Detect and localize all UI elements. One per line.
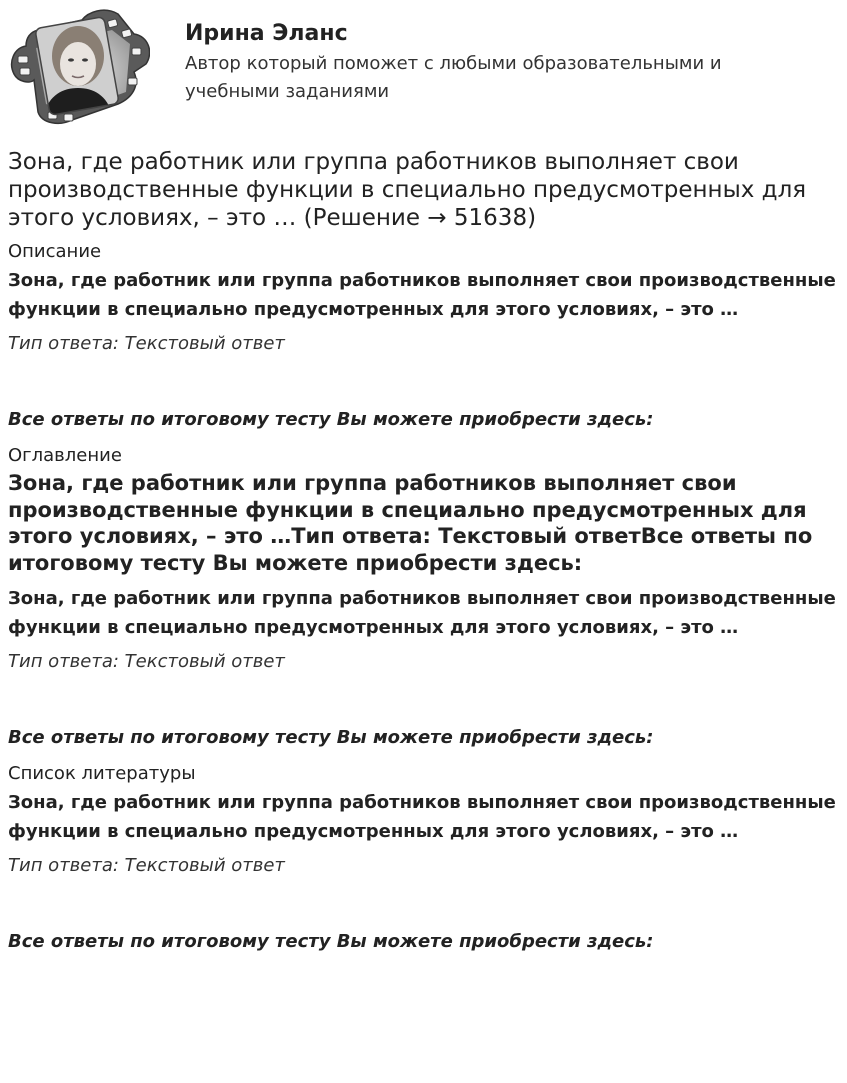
author-block bbox=[8, 8, 838, 128]
author-avatar[interactable] bbox=[8, 8, 150, 126]
literature-answer-type: Тип ответа: Текстовый ответ bbox=[8, 855, 285, 876]
toc-promo: Все ответы по итоговому тесту Вы можете приобрести здесь: bbox=[8, 727, 654, 748]
toc-answer-type: Тип ответа: Текстовый ответ bbox=[8, 651, 285, 672]
description-section bbox=[8, 240, 838, 432]
toc-label: Оглавление bbox=[8, 445, 122, 466]
literature-label: Список литературы bbox=[8, 763, 196, 784]
literature-section bbox=[8, 762, 838, 954]
literature-promo: Все ответы по итоговому тесту Вы можете приобрести здесь: bbox=[8, 931, 654, 952]
literature-question: Зона, где работник или группа работников выполняет свои производственные функции в специально предусмотренных для этого условиях, – это … bbox=[8, 792, 836, 842]
toc-question: Зона, где работник или группа работников выполняет свои производственные функции в специально предусмотренных для этого условиях, – это … bbox=[8, 588, 836, 638]
page-title: Зона, где работник или группа работников выполняет свои производственные функции в специально предусмотренных для этого условиях, – это … (Решение → 51638) bbox=[8, 149, 807, 231]
description-label: Описание bbox=[8, 241, 102, 262]
main-content bbox=[8, 148, 838, 966]
author-name[interactable]: Ирина Эланс bbox=[185, 21, 348, 46]
description-answer-type: Тип ответа: Текстовый ответ bbox=[8, 333, 285, 354]
author-description: Автор который поможет с любыми образовательными и учебными заданиями bbox=[185, 53, 722, 102]
toc-section bbox=[8, 444, 838, 750]
toc-heading: Зона, где работник или группа работников выполняет свои производственные функции в специально предусмотренных для этого условиях, – это …Тип ответа: Текстовый ответВсе ответы по итоговому тесту Вы можете приобрести здесь: bbox=[8, 471, 813, 575]
description-question: Зона, где работник или группа работников выполняет свои производственные функции в специально предусмотренных для этого условиях, – это … bbox=[8, 270, 836, 320]
description-promo: Все ответы по итоговому тесту Вы можете приобрести здесь: bbox=[8, 409, 654, 430]
